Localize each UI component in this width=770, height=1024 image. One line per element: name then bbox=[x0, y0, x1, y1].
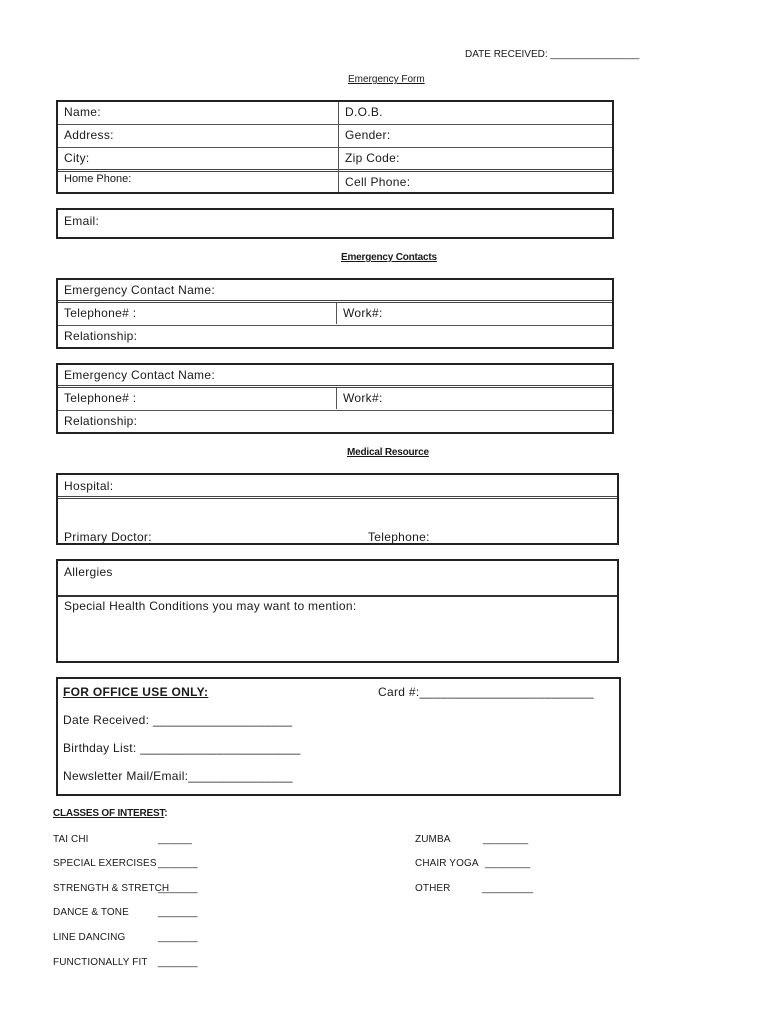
email-box bbox=[56, 208, 614, 239]
contact-1-relationship-field[interactable]: Relationship: bbox=[64, 329, 138, 343]
card-number-field[interactable]: Card #:_________________________ bbox=[378, 685, 594, 699]
class-special-exercises-blank[interactable]: _______ bbox=[158, 858, 198, 869]
class-dance-tone-label: DANCE & TONE bbox=[53, 907, 129, 918]
name-field[interactable]: Name: bbox=[64, 105, 101, 119]
emergency-contact-2-box bbox=[56, 363, 614, 434]
contact-1-work-field[interactable]: Work#: bbox=[343, 306, 383, 320]
class-chair-yoga-label: CHAIR YOGA bbox=[415, 858, 479, 869]
class-chair-yoga-blank[interactable]: ________ bbox=[485, 858, 531, 869]
address-field[interactable]: Address: bbox=[64, 128, 114, 142]
class-special-exercises-label: SPECIAL EXERCISES bbox=[53, 858, 157, 869]
primary-doctor-field[interactable]: Primary Doctor: bbox=[64, 530, 152, 544]
contact-2-name-field[interactable]: Emergency Contact Name: bbox=[64, 368, 215, 382]
class-dance-tone-blank[interactable]: _______ bbox=[158, 907, 198, 918]
health-conditions-box bbox=[56, 559, 619, 663]
class-tai-chi-blank[interactable]: ______ bbox=[158, 834, 192, 845]
class-strength-stretch-blank[interactable]: _______ bbox=[158, 883, 198, 894]
medical-resource-heading: Medical Resource bbox=[347, 447, 429, 458]
cell-phone-field[interactable]: Cell Phone: bbox=[345, 175, 411, 189]
class-zumba-label: ZUMBA bbox=[415, 834, 451, 845]
class-strength-stretch-label: STRENGTH & STRETCH bbox=[53, 883, 170, 894]
class-other-blank[interactable]: _________ bbox=[482, 883, 533, 894]
class-line-dancing-blank[interactable]: _______ bbox=[158, 932, 198, 943]
classes-heading-colon: : bbox=[164, 808, 168, 819]
newsletter-field[interactable]: Newsletter Mail/Email:_______________ bbox=[63, 769, 293, 783]
contact-1-name-field[interactable]: Emergency Contact Name: bbox=[64, 283, 215, 297]
class-line-dancing-label: LINE DANCING bbox=[53, 932, 126, 943]
contact-2-telephone-field[interactable]: Telephone# : bbox=[64, 391, 137, 405]
office-date-received-field[interactable]: Date Received: ____________________ bbox=[63, 713, 293, 727]
class-functionally-fit-label: FUNCTIONALLY FIT bbox=[53, 957, 148, 968]
classes-heading-wrap bbox=[53, 808, 167, 819]
birthday-list-field[interactable]: Birthday List: _______________________ bbox=[63, 741, 301, 755]
class-zumba-blank[interactable]: ________ bbox=[483, 834, 529, 845]
city-field[interactable]: City: bbox=[64, 151, 90, 165]
special-conditions-field[interactable]: Special Health Conditions you may want to mention: bbox=[64, 599, 357, 613]
gender-field[interactable]: Gender: bbox=[345, 128, 391, 142]
hospital-field[interactable]: Hospital: bbox=[64, 479, 114, 493]
emergency-contact-1-box bbox=[56, 278, 614, 349]
emergency-contacts-heading: Emergency Contacts bbox=[341, 252, 437, 263]
zip-code-field[interactable]: Zip Code: bbox=[345, 151, 400, 165]
email-field[interactable]: Email: bbox=[64, 214, 100, 228]
contact-2-relationship-field[interactable]: Relationship: bbox=[64, 414, 138, 428]
office-use-title: FOR OFFICE USE ONLY: bbox=[63, 685, 209, 699]
dob-field[interactable]: D.O.B. bbox=[345, 105, 383, 119]
medical-resource-box bbox=[56, 473, 619, 545]
date-received-top: DATE RECEIVED: ________________ bbox=[465, 49, 640, 60]
office-use-box bbox=[56, 677, 621, 796]
class-other-label: OTHER bbox=[415, 883, 451, 894]
doctor-telephone-field[interactable]: Telephone: bbox=[368, 530, 430, 544]
home-phone-field[interactable]: Home Phone: bbox=[64, 173, 132, 185]
personal-info-box bbox=[56, 100, 614, 194]
form-title: Emergency Form bbox=[348, 74, 425, 85]
classes-heading: CLASSES OF INTEREST bbox=[53, 808, 165, 819]
class-tai-chi-label: TAI CHI bbox=[53, 834, 89, 845]
class-functionally-fit-blank[interactable]: _______ bbox=[158, 957, 198, 968]
allergies-field[interactable]: Allergies bbox=[64, 565, 113, 579]
contact-2-work-field[interactable]: Work#: bbox=[343, 391, 383, 405]
contact-1-telephone-field[interactable]: Telephone# : bbox=[64, 306, 137, 320]
